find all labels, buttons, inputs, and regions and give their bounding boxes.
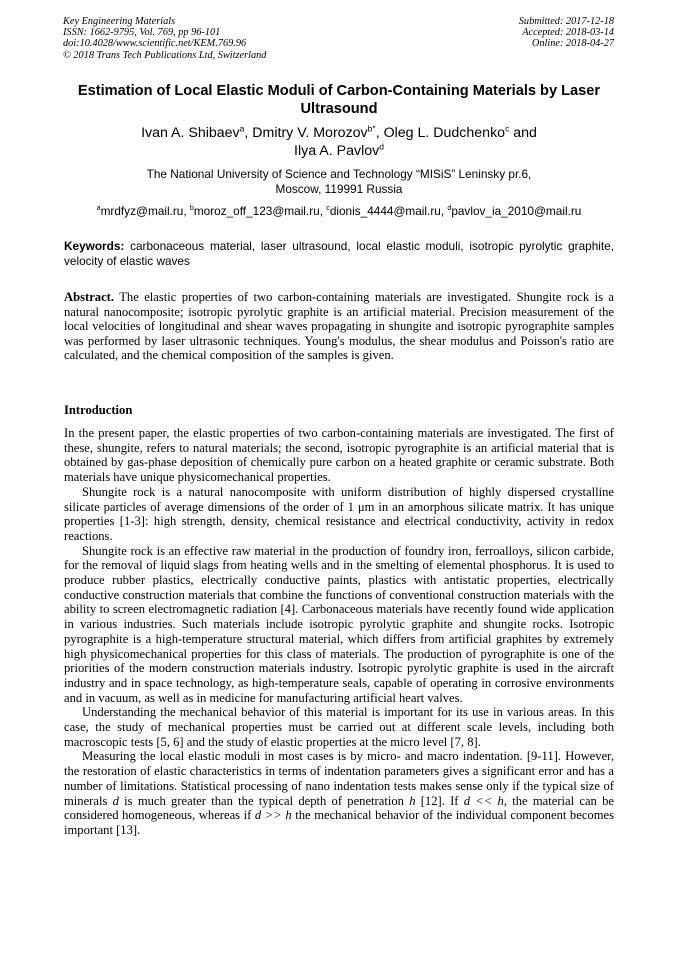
email-address[interactable]: dionis_4444@mail.ru [329, 204, 441, 218]
abstract-text: The elastic properties of two carbon-containing materials are investigated. Shungite rock is a natural nanocomposite; isotropic pyrolytic graphite is an artificial material. Precision measurement of the local velocities of longitudinal and shear waves propagating in shungite and isotropic pyrographite samples was performed by laser ultrasonic techniques. Young's modulus, the shear modulus and Poisson's ratio are calculated, and the chemical composition of the samples is given. [64, 290, 615, 363]
email-separator: , [183, 204, 190, 218]
submitted-date: Submitted: 2017-12-18 [518, 16, 614, 27]
author-superscript: a [239, 123, 245, 134]
section-heading: Introduction [64, 403, 133, 417]
author-name: Oleg L. Dudchenko [383, 125, 506, 141]
dates-header [519, 16, 614, 50]
author-superscript: b* [367, 123, 376, 134]
paragraph-text: Measuring the local elastic moduli in most cases is by micro- and macro indentation. [9-11]. However, the restoration of elastic characteristics in terms of indentation parameters gives a significant error and has a number of limitations. Statistical processing of nano indentation tests makes sense only if the typical size of minerals [64, 749, 614, 808]
author-name: Dmitry V. Morozov [252, 125, 368, 141]
math-symbol: h [409, 793, 416, 808]
introduction-body [64, 426, 614, 838]
paper-title: Estimation of Local Elastic Moduli of Carbon-Containing Materials by Laser Ultrasound [77, 83, 601, 117]
paragraph-text: [12]. If [420, 793, 459, 808]
email-superscript: a [96, 204, 101, 213]
paragraph: Shungite rock is a natural nanocomposite with uniform distribution of highly dispersed crystalline silicate particles of average dimensions of the order of 1 μm in an amorphous silicate matrix. It has unique properties [1-3]: high strength, density, chemical resistance and electrical conductivity, activity in redox reactions. [64, 484, 614, 543]
copyright-line: © 2018 Trans Tech Publications Ltd, Switzerland [63, 49, 267, 61]
math-symbol: d [112, 793, 119, 808]
author-superscript: d [379, 141, 384, 152]
author-superscript: c [505, 123, 510, 134]
accepted-date: Accepted: 2018-03-14 [522, 27, 614, 39]
author-separator: and [509, 125, 537, 141]
paragraph-text: the mechanical behavior of the individual component becomes important [13]. [64, 808, 614, 837]
journal-header [63, 16, 266, 61]
paragraph: Shungite rock is an effective raw material in the production of foundry iron, ferroalloys, silicon carbide, for the removal of liquid slags from heating wells and in the smelting of elemental phosphorus. It is used to produce rubber plastics, electrically conductive paints, plastics with antistatic properties, electrically conductive construction materials that combine the functions of conventional construction materials with the ability to screen electromagnetic radiation [4]. Carbonaceous materials have recently found wide application in various industries. Such materials include isotropic pyrolytic graphite and shungite rocks. Isotropic pyrographite is a high-temperature structural material, which differs from artificial graphites by extremely high physicomechanical properties for this class of materials. The production of pyrographite is one of the priorities of the modern construction materials industry. Isotropic pyrolytic graphite is used in the aircraft industry and in space technology, as high-temperature seals, capable of operating in corrosive environments and in vacuum, as well as in medicine for manufacturing artificial heart valves. [64, 543, 614, 705]
email-separator: , [319, 204, 327, 218]
keywords-text: carbonaceous material, laser ultrasound, local elastic moduli, isotropic pyrolytic graphite, velocity of elastic waves [64, 239, 614, 268]
author-list [64, 124, 614, 160]
journal-name: Key Engineering Materials [63, 16, 176, 27]
math-inequality: d << h [463, 793, 504, 808]
paragraph: In the present paper, the elastic properties of two carbon-containing materials are investigated. The first of these, shungite, refers to natural materials; the second, isotropic pyrographite is an artificial material that is obtained by gas-phase deposition of chemically pure carbon on a heated graphite or ceramic substrate. Both materials have unique physicomechanical properties. [64, 426, 614, 485]
paragraph [64, 749, 614, 837]
author-name: Ilya A. Pavlov [294, 143, 380, 159]
math-inequality: d >> h [254, 808, 292, 823]
email-address[interactable]: pavlov_ia_2010@mail.ru [451, 204, 582, 218]
email-superscript: c [326, 204, 330, 213]
author-emails [64, 204, 614, 218]
author-separator: , [375, 125, 384, 141]
keywords-block [64, 239, 614, 268]
abstract-block [64, 290, 614, 363]
doi-line: doi:10.4028/www.scientific.net/KEM.769.96 [63, 38, 247, 50]
author-name: Ivan A. Shibaev [141, 125, 240, 141]
author-separator: , [244, 125, 253, 141]
email-address[interactable]: moroz_off_123@mail.ru [193, 204, 320, 218]
abstract-label: Abstract. [64, 290, 115, 304]
email-separator: , [440, 204, 448, 218]
email-superscript: b [189, 204, 194, 213]
email-superscript: d [447, 204, 452, 213]
paragraph-text: , the material can be considered homogeneous, whereas if [64, 793, 614, 823]
affiliation [64, 167, 614, 197]
paragraph-text: is much greater than the typical depth of penetration [124, 793, 404, 808]
paragraph: Understanding the mechanical behavior of this material is important for its use in various areas. In this case, the study of mechanical properties must be carried out at different scale levels, including both macroscopic tests [5, 6] and the study of elastic properties at the micro level [7, 8]. [64, 705, 614, 749]
keywords-label: Keywords: [64, 239, 125, 253]
affiliation-line: The National University of Science and Technology “MISiS” Leninsky pr.6, [146, 167, 532, 181]
affiliation-line: Moscow, 119991 Russia [275, 182, 403, 197]
email-address[interactable]: mrdfyz@mail.ru [100, 204, 184, 218]
issn-line: ISSN: 1662-9795, Vol. 769, pp 96-101 [63, 27, 221, 39]
online-date: Online: 2018-04-27 [531, 38, 614, 50]
